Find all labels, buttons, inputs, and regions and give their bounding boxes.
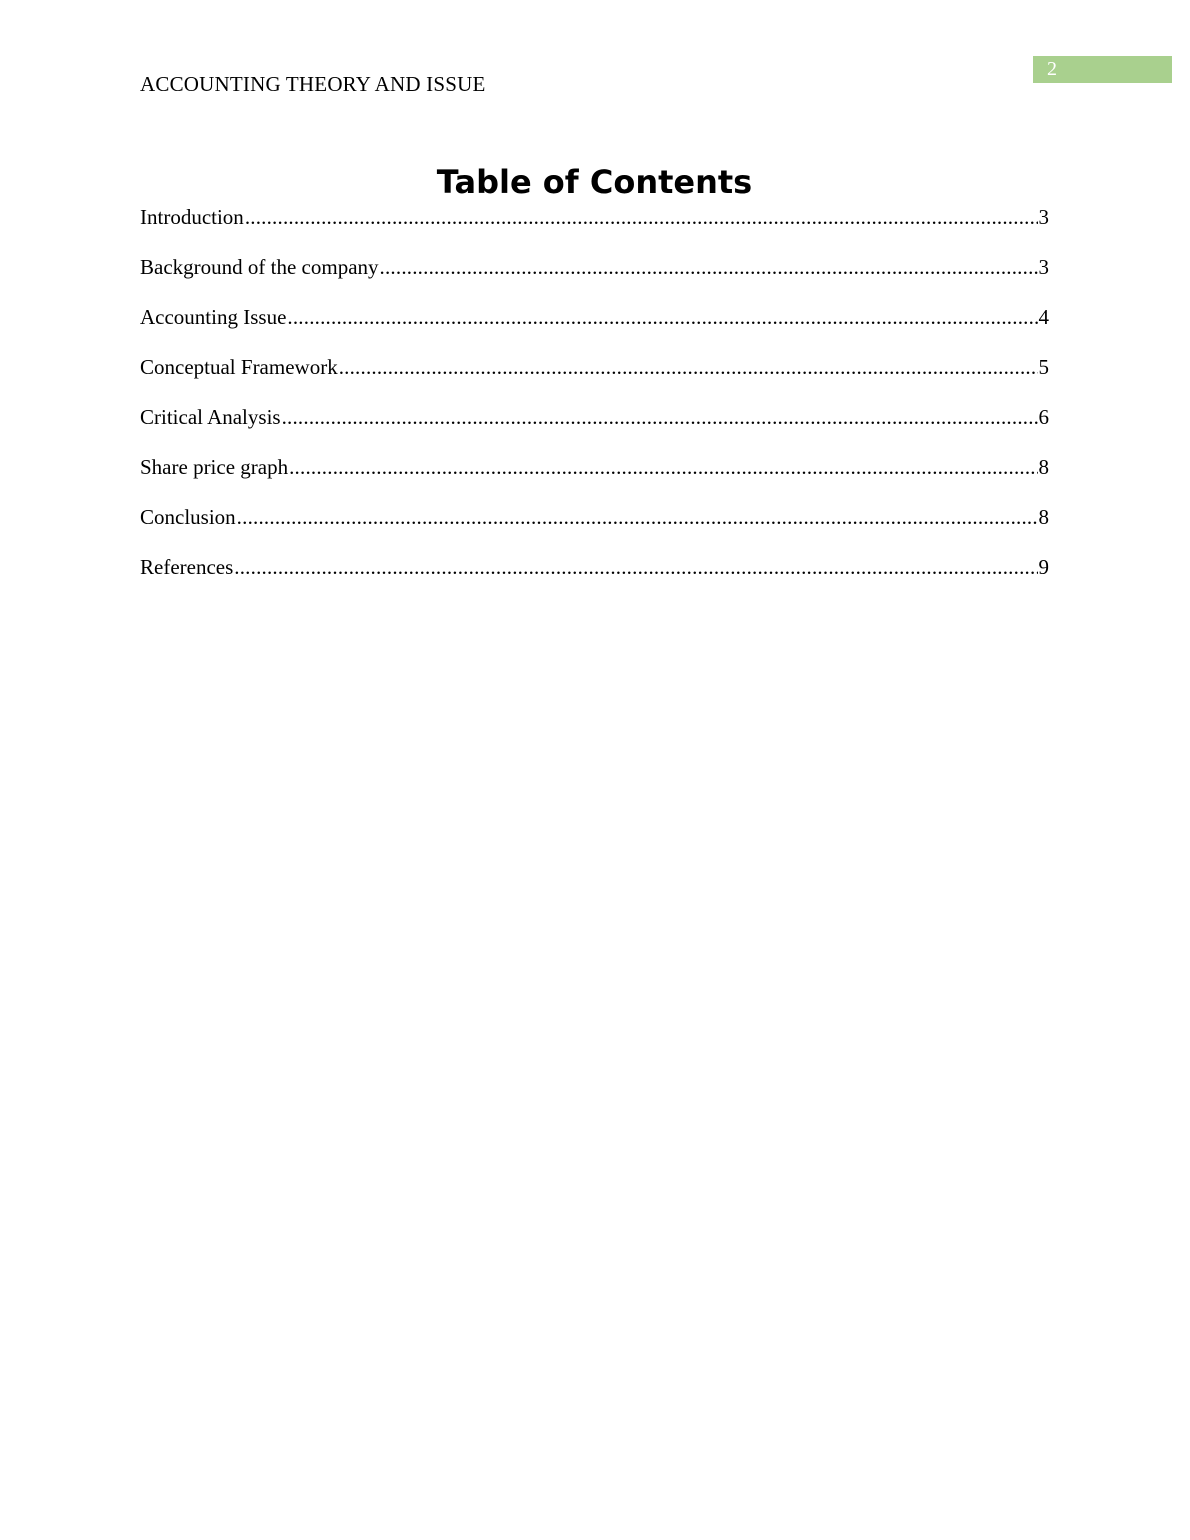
toc-entry-page: 4 — [1038, 305, 1049, 329]
toc-dot-leader — [339, 353, 1038, 381]
toc-entry-page: 3 — [1038, 255, 1049, 279]
toc-dot-leader — [289, 453, 1037, 481]
toc-entry-critical-analysis[interactable] — [140, 403, 1049, 453]
toc-entry-page: 8 — [1038, 505, 1049, 529]
toc-entry-introduction[interactable] — [140, 203, 1049, 253]
toc-entry-label: Critical Analysis — [140, 405, 281, 429]
table-of-contents — [140, 203, 1049, 603]
toc-entry-label: Conceptual Framework — [140, 355, 338, 379]
toc-entry-accounting-issue[interactable] — [140, 303, 1049, 353]
toc-entry-label: Conclusion — [140, 505, 236, 529]
toc-entry-conclusion[interactable] — [140, 503, 1049, 553]
toc-entry-page: 8 — [1038, 455, 1049, 479]
toc-dot-leader — [282, 403, 1038, 431]
toc-dot-leader — [245, 203, 1038, 231]
toc-dot-leader — [237, 503, 1038, 531]
toc-entry-page: 5 — [1038, 355, 1049, 379]
toc-entry-page: 9 — [1038, 555, 1049, 579]
toc-entry-label: Share price graph — [140, 455, 289, 479]
toc-entry-background[interactable] — [140, 253, 1049, 303]
toc-entry-label: Accounting Issue — [140, 305, 287, 329]
toc-entry-page: 3 — [1038, 205, 1049, 229]
running-header-title: ACCOUNTING THEORY AND ISSUE — [140, 72, 486, 96]
toc-entry-references[interactable] — [140, 553, 1049, 603]
toc-entry-conceptual-framework[interactable] — [140, 353, 1049, 403]
toc-dot-leader — [380, 253, 1038, 281]
toc-entry-label: References — [140, 555, 234, 579]
toc-entry-label: Introduction — [140, 205, 244, 229]
toc-entry-page: 6 — [1038, 405, 1049, 429]
toc-heading: Table of Contents — [436, 163, 753, 201]
toc-dot-leader — [234, 553, 1037, 581]
toc-entry-share-price-graph[interactable] — [140, 453, 1049, 503]
page-number-badge — [1033, 56, 1172, 83]
toc-entry-label: Background of the company — [140, 255, 379, 279]
page-number: 2 — [1047, 58, 1057, 80]
toc-dot-leader — [287, 303, 1037, 331]
